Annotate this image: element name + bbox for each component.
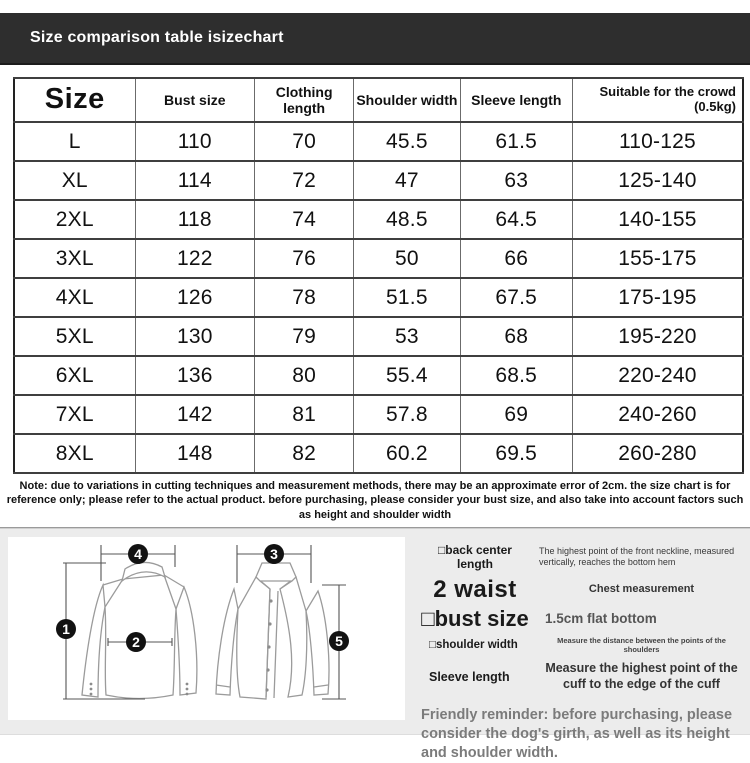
- table-row: [14, 356, 743, 395]
- jacket-back-view: [82, 562, 197, 698]
- cell-size: 6XL: [14, 356, 135, 395]
- cell-size: XL: [14, 161, 135, 200]
- cell-sleeve: 64.5: [460, 200, 572, 239]
- cell-bust: 122: [135, 239, 255, 278]
- cell-crowd: 140-155: [572, 200, 743, 239]
- guide-label: □back center length: [438, 542, 512, 572]
- svg-text:3: 3: [270, 545, 278, 562]
- col-header-shoulder-width: Shoulder width: [354, 78, 460, 122]
- table-row: [14, 317, 743, 356]
- guide-item-bust-size: [419, 606, 746, 632]
- table-row: [14, 278, 743, 317]
- cell-length: 82: [255, 434, 354, 473]
- cell-bust: 114: [135, 161, 255, 200]
- cell-bust: 148: [135, 434, 255, 473]
- table-row: [14, 200, 743, 239]
- guide-description: Measure the distance between the points of the shoulders: [557, 635, 726, 655]
- col-header-crowd: Suitable for the crowd (0.5kg): [572, 78, 743, 122]
- guide-description: Chest measurement: [588, 583, 695, 596]
- cell-sleeve: 63: [460, 161, 572, 200]
- table-row: [14, 161, 743, 200]
- guide-label: □bust size: [421, 605, 529, 631]
- cell-shoulder: 55.4: [354, 356, 460, 395]
- cell-length: 78: [255, 278, 354, 317]
- cell-crowd: 155-175: [572, 239, 743, 278]
- top-strip: [0, 0, 750, 13]
- disclaimer-note: Note: due to variations in cutting techniques and measurement methods, there may be an approximate error of 2cm. the size chart is for reference only; please refer to the actual product. before purchasing, please consider your bust size, and also take into account factors such as height and shoulder width: [6, 480, 744, 521]
- cell-bust: 130: [135, 317, 255, 356]
- cell-sleeve: 69.5: [460, 434, 572, 473]
- table-row: [14, 395, 743, 434]
- cell-shoulder: 60.2: [354, 434, 460, 473]
- col-header-bust: Bust size: [135, 78, 255, 122]
- marker-2: [126, 632, 146, 652]
- cell-sleeve: 68.5: [460, 356, 572, 395]
- jacket-front-view: [216, 563, 329, 699]
- cell-crowd: 125-140: [572, 161, 743, 200]
- guide-item-waist: [419, 576, 746, 604]
- cell-shoulder: 57.8: [354, 395, 460, 434]
- cell-length: 72: [255, 161, 354, 200]
- cell-sleeve: 68: [460, 317, 572, 356]
- svg-text:2: 2: [132, 633, 140, 650]
- guide-description: The highest point of the front neckline, measured vertically, reaches the bottom hem: [539, 545, 735, 568]
- cell-bust: 118: [135, 200, 255, 239]
- cell-size: 5XL: [14, 317, 135, 356]
- marker-1: [56, 619, 76, 639]
- measurement-guide-panel: [405, 537, 750, 762]
- cell-sleeve: 69: [460, 395, 572, 434]
- cell-size: 4XL: [14, 278, 135, 317]
- page-title: Size comparison table isizechart: [30, 29, 284, 46]
- guide-label: 2 waist: [433, 575, 517, 603]
- title-bar: [0, 13, 750, 65]
- table-row: [14, 434, 743, 473]
- cell-shoulder: 51.5: [354, 278, 460, 317]
- size-table-container: [13, 77, 744, 474]
- size-table: [13, 77, 744, 474]
- col-header-size: Size: [14, 78, 135, 122]
- cell-bust: 136: [135, 356, 255, 395]
- cell-length: 79: [255, 317, 354, 356]
- guide-item-shoulder-width: [419, 636, 746, 656]
- cell-shoulder: 47: [354, 161, 460, 200]
- svg-text:5: 5: [335, 632, 343, 649]
- cell-crowd: 260-280: [572, 434, 743, 473]
- cell-size: L: [14, 122, 135, 161]
- cell-length: 70: [255, 122, 354, 161]
- col-header-sleeve-length: Sleeve length: [460, 78, 572, 122]
- cell-size: 3XL: [14, 239, 135, 278]
- cell-crowd: 195-220: [572, 317, 743, 356]
- table-row: [14, 239, 743, 278]
- cell-length: 81: [255, 395, 354, 434]
- cell-crowd: 175-195: [572, 278, 743, 317]
- table-header-row: [14, 78, 743, 122]
- guide-item-back-center-length: [419, 543, 746, 572]
- cell-crowd: 110-125: [572, 122, 743, 161]
- friendly-reminder: Friendly reminder: before purchasing, please consider the dog's girth, as well as its height and shoulder width.: [421, 707, 733, 762]
- cell-size: 2XL: [14, 200, 135, 239]
- cell-shoulder: 45.5: [354, 122, 460, 161]
- svg-text:4: 4: [134, 545, 142, 562]
- col-header-clothing-length: Clothing length: [255, 78, 354, 122]
- table-row: [14, 122, 743, 161]
- jacket-diagram-box: [8, 537, 405, 720]
- cell-length: 74: [255, 200, 354, 239]
- cell-bust: 142: [135, 395, 255, 434]
- cell-crowd: 220-240: [572, 356, 743, 395]
- cell-sleeve: 61.5: [460, 122, 572, 161]
- cell-crowd: 240-260: [572, 395, 743, 434]
- guide-label: □shoulder width: [429, 638, 518, 651]
- guide-description: Measure the highest point of the cuff to the edge of the cuff: [545, 661, 738, 691]
- cell-shoulder: 48.5: [354, 200, 460, 239]
- svg-text:1: 1: [62, 620, 70, 637]
- cell-size: 8XL: [14, 434, 135, 473]
- cell-bust: 126: [135, 278, 255, 317]
- cell-sleeve: 66: [460, 239, 572, 278]
- size-diagram: [8, 537, 405, 720]
- cell-sleeve: 67.5: [460, 278, 572, 317]
- cell-size: 7XL: [14, 395, 135, 434]
- measurement-section: [0, 529, 750, 762]
- guide-label: Sleeve length: [429, 669, 510, 684]
- cell-shoulder: 53: [354, 317, 460, 356]
- cell-shoulder: 50: [354, 239, 460, 278]
- marker-4: [128, 544, 148, 564]
- cell-bust: 110: [135, 122, 255, 161]
- guide-description: 1.5cm flat bottom: [545, 611, 657, 627]
- marker-5: [329, 631, 349, 651]
- guide-item-sleeve-length: [419, 661, 746, 692]
- cell-length: 80: [255, 356, 354, 395]
- cell-length: 76: [255, 239, 354, 278]
- marker-3: [264, 544, 284, 564]
